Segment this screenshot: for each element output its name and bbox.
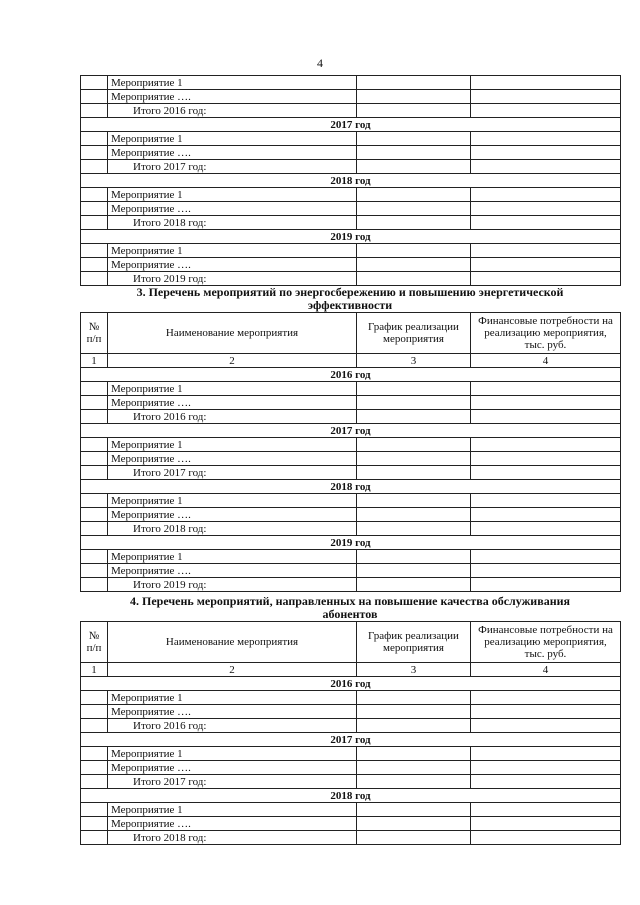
table-row <box>81 76 621 90</box>
table-row <box>81 216 621 230</box>
table-row <box>81 396 621 410</box>
activity-cell: Мероприятие 1 <box>108 382 357 396</box>
year-heading: 2019 год <box>81 230 621 244</box>
section-3 <box>80 286 620 592</box>
table-row <box>81 438 621 452</box>
total-cell: Итого 2016 год: <box>108 719 357 733</box>
table-header-row <box>81 622 621 663</box>
total-cell: Итого 2018 год: <box>108 831 357 845</box>
table-row <box>81 691 621 705</box>
year-row <box>81 174 621 188</box>
total-cell: Итого 2017 год: <box>108 466 357 480</box>
year-heading: 2017 год <box>81 733 621 747</box>
table-row <box>81 719 621 733</box>
section-3-title-line1: 3. Перечень мероприятий по энергосбережению и повышению энергетической <box>136 286 564 299</box>
total-cell: Итого 2017 год: <box>108 160 357 174</box>
table-row <box>81 90 621 104</box>
table-row <box>81 410 621 424</box>
table-row <box>81 466 621 480</box>
table-row <box>81 272 621 286</box>
table-row <box>81 564 621 578</box>
table-row <box>81 803 621 817</box>
year-heading: 2018 год <box>81 174 621 188</box>
total-cell: Итого 2018 год: <box>108 522 357 536</box>
year-row <box>81 733 621 747</box>
activity-cell: Мероприятие …. <box>108 564 357 578</box>
year-row <box>81 118 621 132</box>
section-3-table <box>80 312 621 592</box>
col-num-2: 2 <box>108 354 357 368</box>
table-row <box>81 258 621 272</box>
header-finance: Финансовые потребности на реализацию мероприятия, тыс. руб. <box>471 622 621 663</box>
table-row <box>81 831 621 845</box>
table-row <box>81 382 621 396</box>
table-row <box>81 160 621 174</box>
section-3-title <box>80 286 620 312</box>
header-num: № п/п <box>81 313 108 354</box>
year-heading: 2019 год <box>81 536 621 550</box>
year-row <box>81 368 621 382</box>
table-header-row <box>81 313 621 354</box>
table-row <box>81 244 621 258</box>
col-num-2: 2 <box>108 663 357 677</box>
table-row <box>81 775 621 789</box>
col-num-1: 1 <box>81 354 108 368</box>
table-row <box>81 578 621 592</box>
col-num-3: 3 <box>357 354 471 368</box>
year-heading: 2017 год <box>81 424 621 438</box>
year-row <box>81 230 621 244</box>
continuation-table-section <box>80 75 620 286</box>
activity-cell: Мероприятие 1 <box>108 76 357 90</box>
col-num-4: 4 <box>471 354 621 368</box>
total-cell: Итого 2019 год: <box>108 578 357 592</box>
header-finance: Финансовые потребности на реализацию мероприятия, тыс. руб. <box>471 313 621 354</box>
year-row <box>81 677 621 691</box>
year-heading: 2017 год <box>81 118 621 132</box>
table-row <box>81 761 621 775</box>
table-row <box>81 522 621 536</box>
section-4-title-line1: 4. Перечень мероприятий, направленных на повышение качества обслуживания <box>129 595 571 608</box>
table-row <box>81 104 621 118</box>
activity-cell: Мероприятие 1 <box>108 132 357 146</box>
activity-cell: Мероприятие …. <box>108 452 357 466</box>
activity-cell: Мероприятие …. <box>108 396 357 410</box>
activity-cell: Мероприятие …. <box>108 146 357 160</box>
col-num-4: 4 <box>471 663 621 677</box>
table-row <box>81 132 621 146</box>
continuation-table <box>80 75 621 286</box>
column-number-row <box>81 354 621 368</box>
section-4-table <box>80 621 621 845</box>
year-heading: 2018 год <box>81 480 621 494</box>
activity-cell: Мероприятие 1 <box>108 803 357 817</box>
total-cell: Итого 2018 год: <box>108 216 357 230</box>
page-number: 4 <box>317 56 323 70</box>
activity-cell: Мероприятие …. <box>108 761 357 775</box>
table-row <box>81 508 621 522</box>
section-3-title-line2: эффективности <box>307 298 393 312</box>
section-4 <box>80 595 620 845</box>
table-row <box>81 817 621 831</box>
table-row <box>81 188 621 202</box>
header-name: Наименование мероприятия <box>108 622 357 663</box>
table-row <box>81 705 621 719</box>
activity-cell: Мероприятие …. <box>108 258 357 272</box>
activity-cell: Мероприятие 1 <box>108 550 357 564</box>
header-schedule: График реализации мероприятия <box>357 313 471 354</box>
table-row <box>81 494 621 508</box>
year-heading: 2016 год <box>81 677 621 691</box>
header-num: № п/п <box>81 622 108 663</box>
activity-cell: Мероприятие 1 <box>108 244 357 258</box>
year-heading: 2018 год <box>81 789 621 803</box>
total-cell: Итого 2017 год: <box>108 775 357 789</box>
activity-cell: Мероприятие 1 <box>108 691 357 705</box>
year-row <box>81 536 621 550</box>
column-number-row <box>81 663 621 677</box>
total-cell: Итого 2016 год: <box>108 410 357 424</box>
col-num-1: 1 <box>81 663 108 677</box>
section-4-title <box>80 595 620 621</box>
activity-cell: Мероприятие …. <box>108 90 357 104</box>
table-row <box>81 452 621 466</box>
activity-cell: Мероприятие 1 <box>108 747 357 761</box>
activity-cell: Мероприятие …. <box>108 202 357 216</box>
year-row <box>81 480 621 494</box>
table-row <box>81 202 621 216</box>
activity-cell: Мероприятие …. <box>108 508 357 522</box>
activity-cell: Мероприятие 1 <box>108 188 357 202</box>
year-heading: 2016 год <box>81 368 621 382</box>
activity-cell: Мероприятие …. <box>108 705 357 719</box>
year-row <box>81 789 621 803</box>
header-schedule: График реализации мероприятия <box>357 622 471 663</box>
activity-cell: Мероприятие …. <box>108 817 357 831</box>
col-num-3: 3 <box>357 663 471 677</box>
table-row <box>81 146 621 160</box>
table-row <box>81 747 621 761</box>
header-name: Наименование мероприятия <box>108 313 357 354</box>
total-cell: Итого 2019 год: <box>108 272 357 286</box>
activity-cell: Мероприятие 1 <box>108 438 357 452</box>
activity-cell: Мероприятие 1 <box>108 494 357 508</box>
table-row <box>81 550 621 564</box>
year-row <box>81 424 621 438</box>
section-4-title-line2: абонентов <box>322 607 378 621</box>
total-cell: Итого 2016 год: <box>108 104 357 118</box>
